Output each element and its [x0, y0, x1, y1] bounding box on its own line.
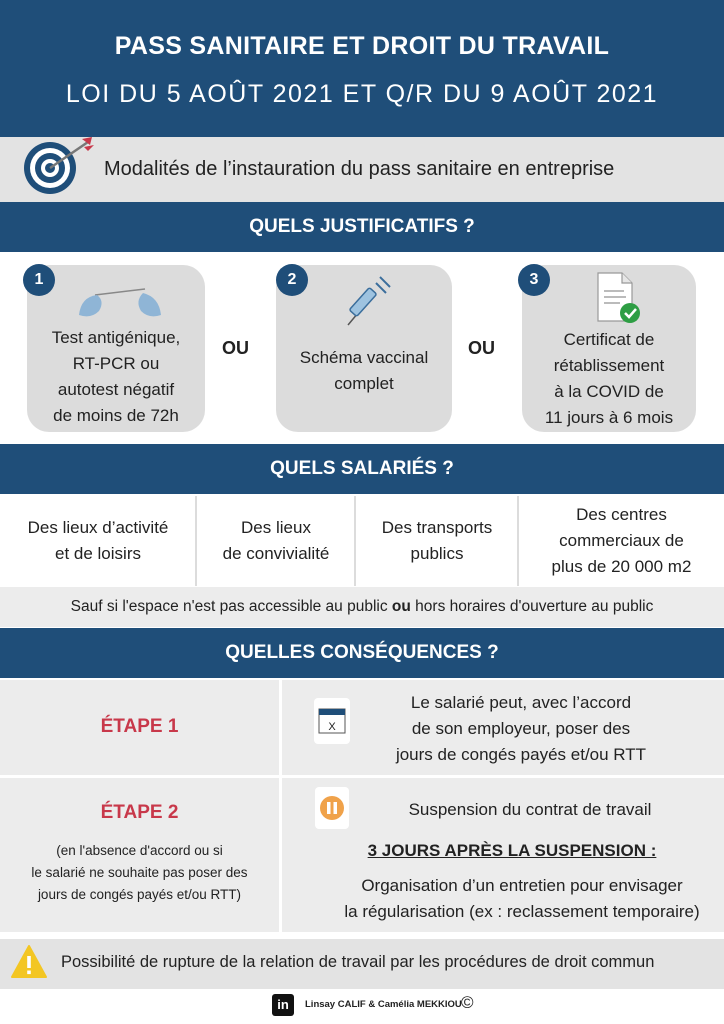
card-2-line: Schéma vaccinal [299, 348, 429, 367]
or-separator: OU [468, 338, 495, 358]
step-number-badge: 3 [518, 264, 550, 296]
certificate-icon [594, 271, 642, 325]
etape-1-line: jours de congés payés et/ou RTT [395, 745, 647, 764]
salarie-line: Des lieux d’activité [27, 518, 169, 537]
after-suspension-line: Organisation d’un entretien pour envisager [361, 876, 683, 895]
test-swab-icon [75, 275, 165, 325]
card-1-line: Test antigénique, [51, 328, 181, 347]
etape-1-title: ÉTAPE 1 [100, 716, 179, 737]
linkedin-icon[interactable]: in [272, 994, 294, 1016]
pause-icon [314, 786, 350, 830]
salarie-line: publics [410, 544, 464, 563]
warning-banner [0, 939, 724, 989]
column-divider [354, 496, 356, 586]
page-title: PASS SANITAIRE ET DROIT DU TRAVAIL [114, 32, 610, 60]
card-2-line: complet [334, 374, 394, 393]
column-divider [195, 496, 197, 586]
salarie-line: Des centres [576, 505, 667, 524]
after-suspension-title: 3 JOURS APRÈS LA SUSPENSION : [367, 841, 657, 860]
step-number-badge: 1 [23, 264, 55, 296]
etape-1-description [351, 690, 691, 768]
intro-banner [0, 137, 724, 202]
section-title-consequences: QUELLES CONSÉQUENCES ? [0, 628, 724, 678]
salaries-exception-note [0, 587, 724, 627]
calendar-mark: X [328, 721, 336, 733]
page-subtitle: LOI DU 5 AOÛT 2021 ET Q/R DU 9 AOÛT 2021 [65, 80, 659, 108]
etape-1-line: Le salarié peut, avec l’accord [410, 693, 632, 712]
note-emphasis: ou [391, 598, 411, 615]
etape-2-condition-line: le salarié ne souhaite pas poser des [31, 865, 248, 880]
card-1-line: autotest négatif [57, 380, 175, 399]
salarie-line: plus de 20 000 m2 [551, 557, 692, 576]
target-icon [20, 137, 102, 197]
card-1-line: RT-PCR ou [72, 354, 160, 373]
card-3-line: rétablissement [553, 356, 665, 375]
justificatif-card-1 [27, 265, 205, 432]
after-suspension-line: la régularisation (ex : reclassement temporaire) [344, 902, 700, 921]
justificatif-card-3 [522, 265, 696, 432]
salarie-category [519, 496, 724, 586]
etape-2-title: ÉTAPE 2 [100, 802, 179, 823]
card-3-line: à la COVID de [554, 382, 664, 401]
salarie-line: de convivialité [222, 544, 330, 563]
warning-text: Possibilité de rupture de la relation de travail par les procédures de droit commun [61, 953, 655, 971]
section-title-justificatifs: QUELS JUSTIFICATIFS ? [0, 202, 724, 252]
or-separator: OU [222, 338, 249, 358]
step-number-badge: 2 [276, 264, 308, 296]
etape-2-condition [0, 840, 279, 906]
etape-2-condition-line: (en l'absence d'accord ou si [56, 843, 223, 858]
salarie-line: Des lieux [241, 518, 311, 537]
authors: Linsay CALIF & Camélia MEKKIOU [305, 999, 462, 1010]
card-1-line: de moins de 72h [53, 406, 179, 425]
card-3-line: Certificat de [563, 330, 655, 349]
calendar-icon [313, 697, 351, 745]
column-divider [517, 496, 519, 586]
header [0, 0, 724, 137]
salarie-line: commerciaux de [559, 531, 684, 550]
warning-icon [10, 944, 48, 980]
section-title-salaries: QUELS SALARIÉS ? [0, 444, 724, 494]
footer [0, 992, 724, 1022]
note-text: Sauf si l'espace n'est pas accessible au public [70, 598, 392, 615]
after-suspension-description [310, 873, 724, 925]
note-text: hors horaires d'ouverture au public [410, 598, 654, 615]
card-3-line: 11 jours à 6 mois [544, 408, 674, 427]
salarie-line: Des transports [381, 518, 493, 537]
salarie-category [0, 496, 196, 586]
salarie-category [356, 496, 518, 586]
salarie-line: et de loisirs [55, 544, 141, 563]
suspension-text: Suspension du contrat de travail [408, 800, 652, 819]
syringe-icon [342, 273, 392, 328]
etape-1-line: de son employeur, poser des [411, 719, 631, 738]
etape-2-condition-line: jours de congés payés et/ou RTT) [37, 887, 242, 902]
intro-text: Modalités de l’instauration du pass sanitaire en entreprise [104, 158, 615, 180]
salarie-category [197, 496, 355, 586]
copyright-icon: © [461, 993, 474, 1012]
salaries-row [0, 496, 724, 586]
